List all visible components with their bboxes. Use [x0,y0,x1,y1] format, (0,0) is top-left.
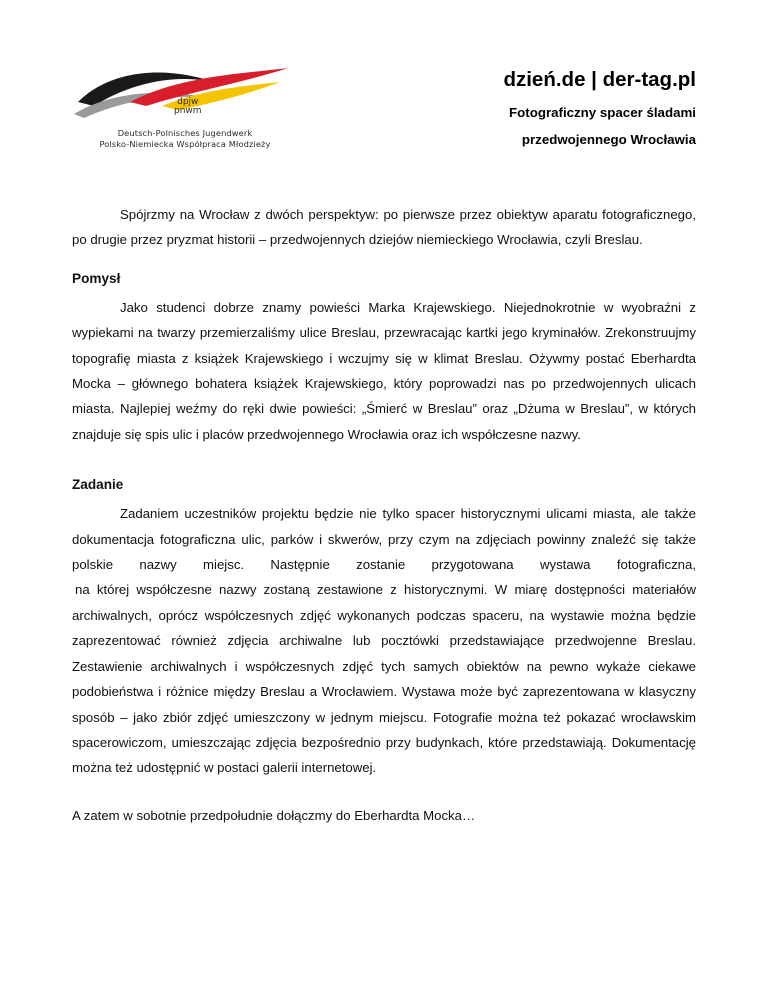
logo-abbr-pnwm: pnwm [174,106,202,116]
subtitle-line-2: przedwojennego Wrocławia [521,132,696,147]
logo-org-name [70,128,300,150]
section-heading-pomysl: Pomysł [72,270,121,286]
header-titles [503,68,696,147]
section-text-pomysl: Jako studenci dobrze znamy powieści Marka Krajewskiego. Niejednokrotnie w wyobraźni z wypiekami na twarzy przemierzaliśmy ulice Breslau, przewracając kartki jego kryminałów. Zrekonstruujmy topografię miasta z książek Krajewskiego i wczujmy się w klimat Breslau. Ożywmy postać Eberhardta Mocka – głównego bohatera książek Krajewskiego, który poprowadzi nas po przedwojennych ulicach miasta. Najlepiej weźmy do ręki dwie powieści: „Śmierć w Breslau” oraz „Dżuma w Breslau”, w których znajduje się spis ulic i placów przedwojennego Wrocławia oraz ich współczesne nazwy. [72,299,696,442]
section-text-zadanie-part1: Zadaniem uczestników projektu będzie nie tylko spacer historycznymi ulicami miasta, ale także dokumentacja fotograficzna ulic, parków i skwerów, przy czym na zdjęciach powinny znaleźć się także polskie nazwy miejsc. Następnie zostanie przygotowana wystawa fotograficzna, [72,506,696,573]
logo-abbr-dpjw: dpjw [177,97,199,107]
site-title: dzień.de | der-tag.pl [503,68,696,91]
intro-line-1: Spójrzmy na Wrocław z dwóch perspektyw: po pierwsze przez obiektyw aparatu fotograficznego, [120,207,696,222]
logo-org-de: Deutsch-Polnisches Jugendwerk [117,128,253,138]
section-text-zadanie-part2: na której współczesne nazwy zostaną zestawione z historycznymi. W miarę dostępności materiałów archiwalnych, oprócz współczesnych zdjęć wykonanych podczas spaceru, na wystawie można będzie zaprezentować również zdjęcia archiwalne lub pocztówki przedstawiające przedwojenne Breslau. Zestawienie archiwalnych i współczesnych zdjęć tych samych obiektów na pewno wykaże ciekawe podobieństwa i różnice między Breslau a Wrocławiem. Wystawa może być zaprezentowana w klasyczny sposób – jako zbiór zdjęć umieszczony w jednym miejscu. Fotografie można też pokazać wrocławskim spacerowiczom, umieszczając zdjęcia bezpośrednio przy budynkach, które przedstawiają. Dokumentację można też udostępnić w postaci galerii internetowej. [72,582,696,776]
intro-line-2: po drugie przez pryzmat historii – przedwojennych dziejów niemieckiego Wrocławia, czyli Breslau. [72,232,643,248]
closing-line: A zatem w sobotnie przedpołudnie dołączmy do Eberhardta Mocka… [72,807,476,823]
subtitle-line-1: Fotograficzny spacer śladami [509,105,696,120]
logo-abbreviation [174,98,202,116]
logo-org-pl: Polsko-Niemiecka Współpraca Młodzieży [99,139,271,149]
document-body [72,202,696,828]
dpjw-logo [70,62,300,154]
section-heading-zadanie: Zadanie [72,477,124,493]
